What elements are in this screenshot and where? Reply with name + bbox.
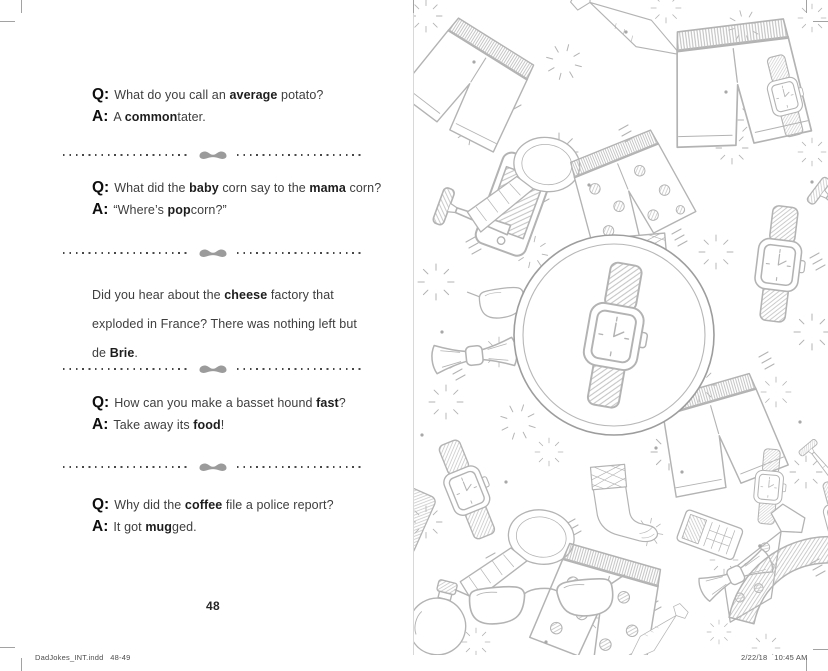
- joke-question: [92, 177, 381, 199]
- necktie-doodle: [568, 0, 689, 68]
- question-text: What did the baby corn say to the mama corn?: [114, 181, 382, 195]
- question-text: What do you call an average potato?: [114, 88, 324, 102]
- joke-block-3: [92, 281, 392, 368]
- dotted-rule: [63, 368, 189, 370]
- crop-mark: [813, 649, 828, 650]
- question-text: How can you make a basset hound fast?: [114, 396, 346, 410]
- joke-question: [92, 392, 346, 414]
- joke-paragraph-line: exploded in France? There was nothing left but: [92, 317, 357, 331]
- crop-mark: [0, 647, 15, 648]
- crop-mark: [806, 0, 807, 13]
- dotted-rule: [237, 154, 363, 156]
- joke-question: [92, 84, 323, 106]
- dotted-rule: [63, 466, 189, 468]
- a-prefix: A:: [92, 201, 109, 218]
- boxer-shorts-doodle: [414, 12, 544, 156]
- question-text: Why did the coffee file a police report?: [114, 498, 334, 512]
- mustache-icon: [198, 149, 228, 161]
- crop-mark: [413, 0, 414, 13]
- q-prefix: Q:: [92, 394, 110, 411]
- joke-block-4: [92, 392, 346, 436]
- joke-question: [92, 494, 334, 516]
- a-prefix: A:: [92, 416, 109, 433]
- proof-filename: DadJokes_INT.indd 48-49: [35, 653, 131, 662]
- dotted-rule: [237, 368, 363, 370]
- dotted-rule: [237, 252, 363, 254]
- proof-timestamp: 2/22/18 10:45 AM: [741, 653, 808, 662]
- a-prefix: A:: [92, 518, 109, 535]
- crop-mark: [21, 0, 22, 13]
- right-page: [414, 0, 828, 655]
- joke-answer: [92, 106, 323, 128]
- cologne-bottle-doodle: [414, 485, 437, 555]
- mustache-icon: [198, 363, 228, 375]
- joke-block-5: [92, 494, 334, 538]
- answer-text: It got mugged.: [113, 520, 197, 534]
- mustache-divider: [63, 247, 363, 259]
- answer-text: Take away its food!: [113, 418, 225, 432]
- left-page: [22, 0, 413, 655]
- wristwatch-doodle: [750, 204, 812, 324]
- joke-block-2: [92, 177, 381, 221]
- wristwatch-doodle: [430, 434, 507, 543]
- mustache-divider: [63, 461, 363, 473]
- answer-text: “Where’s popcorn?”: [113, 203, 227, 217]
- joke-paragraph-line: de Brie.: [92, 346, 138, 360]
- razor-doodle: [798, 439, 828, 485]
- sock-doodle: [591, 462, 659, 546]
- bow-tie-doodle: [431, 337, 518, 374]
- keypad-phone-doodle: [676, 509, 744, 561]
- crop-mark: [21, 658, 22, 671]
- dotted-rule: [237, 466, 363, 468]
- razor-doodle: [806, 176, 828, 236]
- mustache-icon: [198, 461, 228, 473]
- joke-answer: [92, 199, 381, 221]
- a-prefix: A:: [92, 108, 109, 125]
- q-prefix: Q:: [92, 179, 110, 196]
- joke-paragraph-line: Did you hear about the cheese factory that: [92, 288, 334, 302]
- dotted-rule: [63, 154, 189, 156]
- crop-mark: [813, 21, 828, 22]
- joke-block-1: [92, 84, 323, 128]
- mustache-divider: [63, 363, 363, 375]
- q-prefix: Q:: [92, 496, 110, 513]
- q-prefix: Q:: [92, 86, 110, 103]
- mustache-icon: [198, 247, 228, 259]
- answer-text: A commontater.: [113, 110, 206, 124]
- joke-answer: [92, 414, 346, 436]
- mustache-divider: [63, 149, 363, 161]
- dotted-rule: [63, 252, 189, 254]
- page-gutter-line: [413, 0, 414, 655]
- joke-answer: [92, 516, 334, 538]
- crop-mark: [0, 21, 15, 22]
- doodle-illustration: [414, 0, 828, 655]
- page-number: 48: [206, 599, 220, 613]
